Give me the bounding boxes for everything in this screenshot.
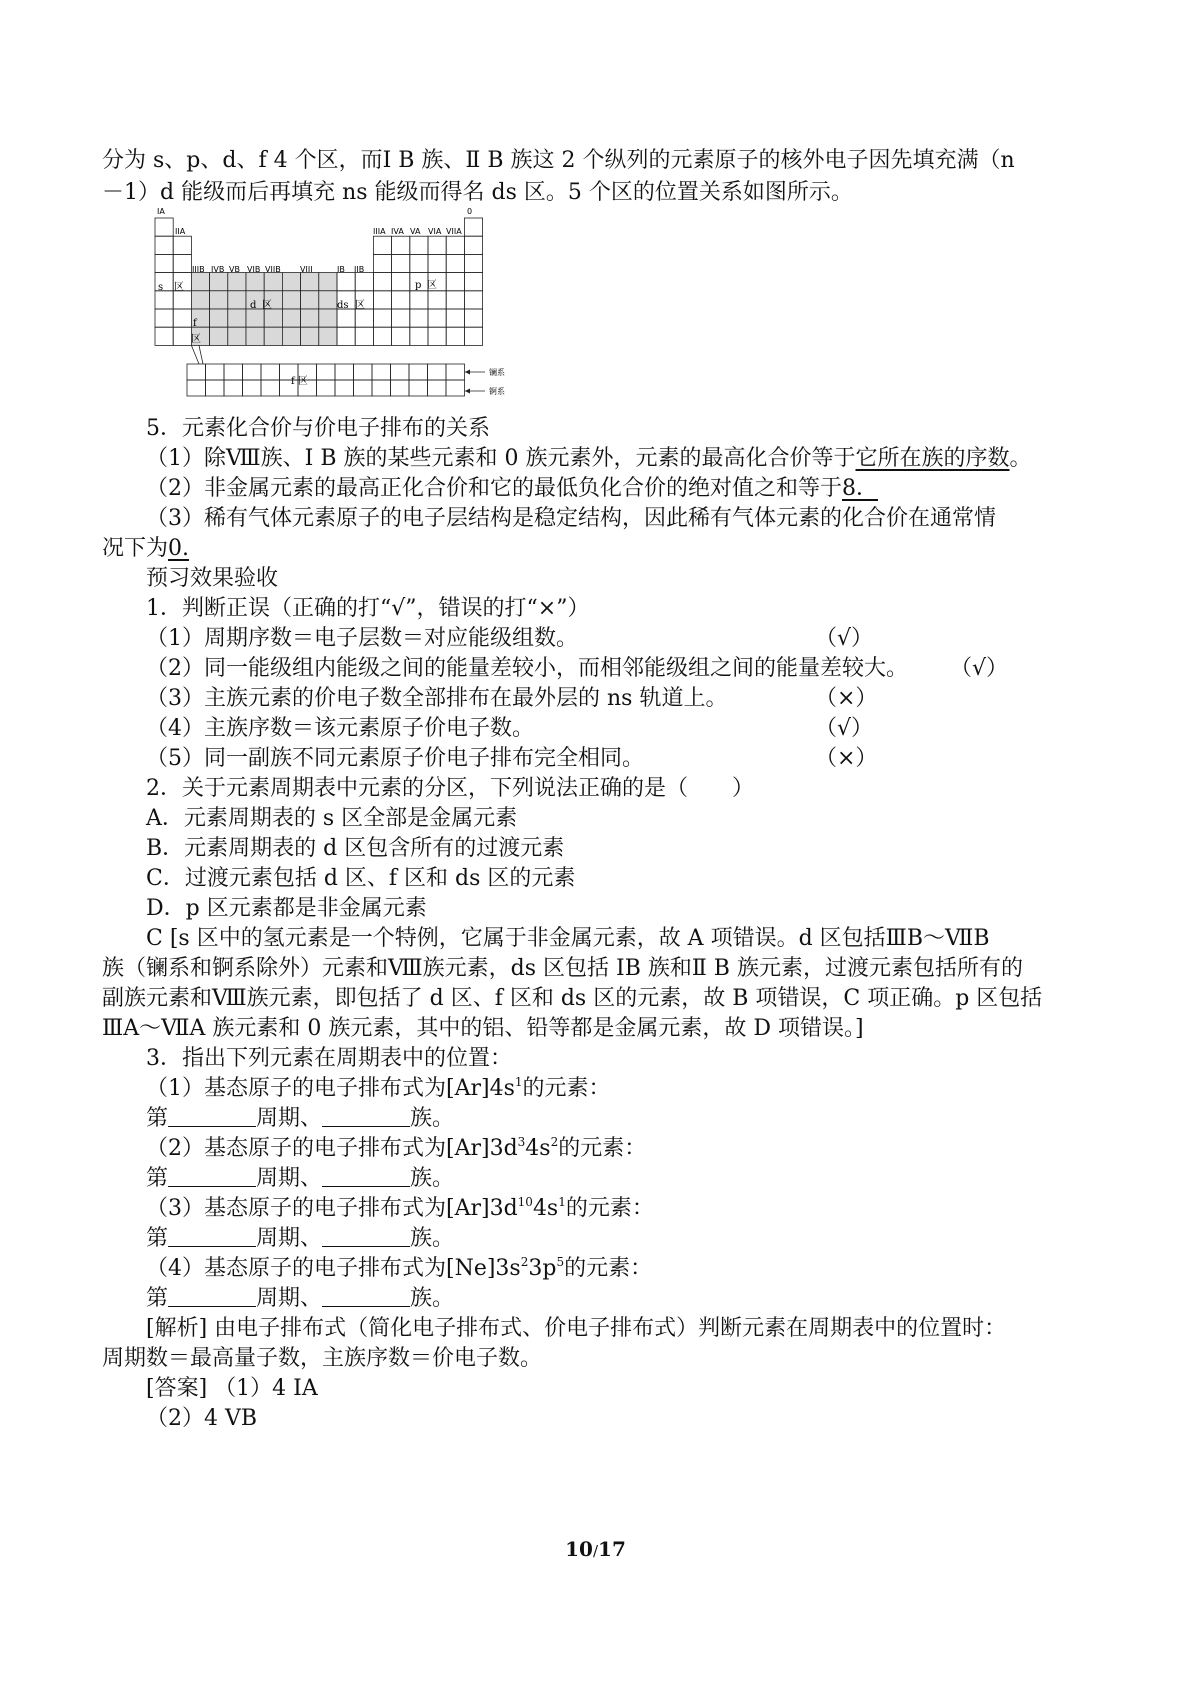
answer-blank-group-4[interactable]	[322, 1286, 410, 1307]
pt-f-cell	[354, 364, 373, 380]
pt-f-cell	[187, 380, 206, 396]
pt-cell	[428, 327, 446, 345]
q3-answer-line-1: [答案] （1）4 ⅠA	[146, 1376, 318, 1401]
pt-cell	[246, 309, 264, 327]
pt-cell	[264, 309, 282, 327]
s5-l3-answer: 0.	[168, 536, 190, 561]
fill-end: 族。	[410, 1286, 455, 1311]
pt-cell	[264, 273, 282, 291]
pt-header-VIA: VIA	[428, 227, 442, 236]
pt-label-p-qu: 区	[427, 280, 437, 291]
pt-cell	[155, 309, 173, 327]
pt-cell	[228, 273, 246, 291]
pt-f-cell	[409, 380, 428, 396]
pt-cell	[173, 236, 191, 254]
pt-cell	[319, 327, 337, 345]
s5-l3-text: 况下为	[102, 536, 169, 561]
pt-f-cell	[206, 380, 225, 396]
pt-cell	[210, 291, 228, 309]
q3-item-2	[146, 1134, 646, 1164]
section5-item-1	[146, 444, 1032, 474]
fill-mid: 周期、	[256, 1226, 323, 1251]
q3-title: 3．指出下列元素在周期表中的位置：	[146, 1046, 512, 1071]
pt-cell	[392, 254, 410, 272]
q2-answer-line-3: 副族元素和Ⅷ族元素，即包括了 d 区、f 区和 ds 区的元素，故 B 项错误，C 项正确。p 区包括	[102, 986, 1043, 1011]
q2-answer-line-4: ⅢA～ⅦA 族元素和 0 族元素，其中的铝、铅等都是金属元素，故 D 项错误。]	[102, 1016, 864, 1041]
answer-blank-period-4[interactable]	[168, 1286, 256, 1307]
pt-cell	[301, 327, 319, 345]
fill-end: 族。	[410, 1226, 455, 1251]
answer-blank-group-1[interactable]	[322, 1106, 410, 1127]
q3-2-post: 的元素：	[558, 1136, 647, 1161]
pt-cell	[446, 309, 464, 327]
pt-cell	[355, 273, 373, 291]
pt-f-cell	[354, 380, 373, 396]
page-separator: /	[592, 1542, 599, 1560]
q3-2-sup2: 2	[550, 1135, 559, 1149]
s5-l2-answer: 8．	[842, 476, 878, 501]
pt-f-cell	[261, 364, 280, 380]
q2-option-a: A．元素周期表的 s 区全部是金属元素	[146, 806, 518, 831]
pt-cell	[373, 236, 391, 254]
preview-heading: 预习效果验收	[146, 566, 279, 591]
pt-cell	[173, 254, 191, 272]
q3-item-3	[146, 1194, 654, 1224]
page-number	[0, 1537, 1191, 1561]
pt-header-IVA: IVA	[391, 227, 404, 236]
pt-label-ds-qu: 区	[355, 300, 365, 311]
pt-header-0: 0	[467, 207, 473, 216]
pt-cell	[210, 327, 228, 345]
pt-f-cell	[428, 364, 447, 380]
pt-f-cell	[243, 364, 262, 380]
pt-header-IA: IA	[157, 207, 165, 216]
q3-fill-3	[146, 1224, 454, 1254]
pt-cell	[319, 291, 337, 309]
q1-mark-1: （√）	[815, 626, 874, 651]
pt-cell	[264, 327, 282, 345]
pt-f-cell	[224, 364, 243, 380]
answer-blank-period-2[interactable]	[168, 1166, 256, 1187]
q2-option-b: B．元素周期表的 d 区包含所有的过渡元素	[146, 836, 565, 861]
pt-header-IIIA: IIIA	[373, 227, 386, 236]
pt-cell	[446, 273, 464, 291]
periodic-table-blocks-diagram	[155, 207, 525, 400]
fill-mid: 周期、	[256, 1106, 323, 1131]
answer-blank-period-3[interactable]	[168, 1226, 256, 1247]
actinides-label: 锕系	[489, 387, 505, 396]
pt-header-VIII: VIII	[300, 265, 313, 274]
fill-end: 族。	[410, 1166, 455, 1191]
pt-cell	[464, 254, 482, 272]
pt-f-cell	[224, 380, 243, 396]
section5-item-2	[146, 474, 878, 504]
fill-prefix: 第	[146, 1286, 169, 1311]
pt-cell	[464, 291, 482, 309]
pt-cell	[410, 309, 428, 327]
pt-cell	[428, 309, 446, 327]
answer-blank-group-2[interactable]	[322, 1166, 410, 1187]
pt-cell	[155, 218, 173, 236]
periodic-table-grid	[155, 218, 483, 396]
pt-f-cell	[428, 380, 447, 396]
pt-cell	[337, 309, 355, 327]
fill-mid: 周期、	[256, 1286, 323, 1311]
pt-cell	[410, 327, 428, 345]
q3-3-post: 的元素：	[565, 1196, 654, 1221]
pt-f-cell	[261, 380, 280, 396]
pt-cell	[464, 218, 482, 236]
pt-label-s: s	[158, 282, 164, 293]
pt-header-IIIB: IIIB	[192, 265, 205, 274]
pt-label-f: f	[193, 318, 197, 329]
pt-header-IIA: IIA	[175, 227, 186, 236]
q3-1-config: （1）基态原子的电子排布式为[Ar]4s	[146, 1076, 515, 1101]
pt-cell	[301, 291, 319, 309]
pt-f-cell	[317, 364, 336, 380]
q3-2-mid: 4s	[525, 1136, 551, 1161]
pt-f-cell	[335, 380, 354, 396]
s5-l1-end: 。	[1009, 446, 1032, 471]
pt-cell	[392, 291, 410, 309]
pt-cell	[373, 291, 391, 309]
pt-cell	[392, 236, 410, 254]
page-total: 17	[598, 1537, 626, 1561]
pt-cell	[410, 236, 428, 254]
pt-label-d: d	[250, 300, 257, 311]
pt-cell	[464, 236, 482, 254]
pt-cell	[246, 327, 264, 345]
pt-cell	[210, 309, 228, 327]
q3-answer-line-2: （2）4 ⅤB	[146, 1406, 258, 1431]
q3-4-post: 的元素：	[564, 1256, 653, 1281]
pt-header-VB: VB	[229, 265, 240, 274]
pt-f-cell	[317, 380, 336, 396]
q1-item-2: （2）同一能级组内能级之间的能量差较小，而相邻能级组之间的能量差较大。	[146, 656, 908, 681]
pt-header-IIB: IIB	[354, 265, 365, 274]
pt-cell	[191, 273, 209, 291]
pt-cell	[464, 327, 482, 345]
q1-mark-2: （√）	[950, 656, 1009, 681]
s5-l2-text: （2）非金属元素的最高正化合价和它的最低负化合价的绝对值之和等于	[146, 476, 842, 501]
lanthanide-arrowhead	[465, 370, 470, 375]
q1-mark-4: （√）	[815, 716, 874, 741]
q1-title: 1．判断正误（正确的打“√”，错误的打“×”）	[146, 596, 590, 621]
answer-blank-period-1[interactable]	[168, 1106, 256, 1127]
q3-2-config: （2）基态原子的电子排布式为[Ar]3d	[146, 1136, 518, 1161]
section5-item-3-cont	[102, 534, 189, 564]
pt-cell	[446, 254, 464, 272]
pt-cell	[210, 273, 228, 291]
pt-cell	[337, 327, 355, 345]
q3-item-4	[146, 1254, 652, 1284]
pt-f-cell	[409, 364, 428, 380]
pt-cell	[319, 309, 337, 327]
pt-cell	[428, 236, 446, 254]
pt-cell	[355, 309, 373, 327]
pt-cell	[228, 327, 246, 345]
pt-cell	[319, 273, 337, 291]
q3-fill-1	[146, 1104, 454, 1134]
pt-cell	[446, 291, 464, 309]
pt-cell	[373, 273, 391, 291]
pt-cell	[246, 273, 264, 291]
pt-cell	[373, 254, 391, 272]
pt-cell	[282, 291, 300, 309]
pt-cell	[464, 309, 482, 327]
pt-f-cell	[391, 380, 410, 396]
pt-cell	[392, 309, 410, 327]
q3-fill-2	[146, 1164, 454, 1194]
q3-4-config: （4）基态原子的电子排布式为[Ne]3s	[146, 1256, 521, 1281]
q3-3-sup2: 1	[558, 1195, 566, 1209]
pt-f-cell	[243, 380, 262, 396]
pt-cell	[446, 327, 464, 345]
q2-option-c: C．过渡元素包括 d 区、f 区和 ds 区的元素	[146, 866, 576, 891]
pt-cell	[428, 254, 446, 272]
q1-item-1: （1）周期序数＝电子层数＝对应能级组数。	[146, 626, 578, 651]
pt-f-cell	[372, 380, 391, 396]
q3-4-sup2: 5	[556, 1255, 565, 1269]
pt-cell	[155, 236, 173, 254]
pt-cell	[410, 291, 428, 309]
section5-item-3: （3）稀有气体元素原子的电子层结构是稳定结构，因此稀有气体元素的化合价在通常情	[146, 506, 996, 531]
q3-3-config: （3）基态原子的电子排布式为[Ar]3d	[146, 1196, 518, 1221]
q1-mark-3: （×）	[815, 686, 878, 711]
pt-cell	[173, 327, 191, 345]
pt-cell	[228, 291, 246, 309]
q2-answer-line-1: C [s 区中的氢元素是一个特例，它属于非金属元素，故 A 项错误。d 区包括ⅢB～ⅦB	[146, 926, 990, 951]
q3-analysis-line-1: [解析] 由电子排布式（简化电子排布式、价电子排布式）判断元素在周期表中的位置时：	[146, 1316, 1007, 1341]
pt-cell	[464, 273, 482, 291]
fill-prefix: 第	[146, 1226, 169, 1251]
pt-header-VA: VA	[410, 227, 421, 236]
answer-blank-group-3[interactable]	[322, 1226, 410, 1247]
pt-header-VIIB: VIIB	[265, 265, 281, 274]
page-current: 10	[565, 1537, 593, 1561]
pt-header-VIIA: VIIA	[446, 227, 462, 236]
pt-header-IVB: IVB	[211, 265, 225, 274]
fill-mid: 周期、	[256, 1166, 323, 1191]
q3-2-sup1: 3	[517, 1135, 526, 1149]
q3-3-mid: 4s	[532, 1196, 559, 1221]
pt-cell	[228, 309, 246, 327]
q1-item-3: （3）主族元素的价电子数全部排布在最外层的 ns 轨道上。	[146, 686, 728, 711]
s5-l1-text: （1）除Ⅷ族、Ⅰ B 族的某些元素和 0 族元素外，元素的最高化合价等于	[146, 446, 856, 471]
q3-3-sup1: 10	[517, 1195, 533, 1209]
q1-mark-5: （×）	[815, 746, 878, 771]
pt-cell	[282, 273, 300, 291]
pt-f-cell	[391, 364, 410, 380]
actinide-arrowhead	[465, 389, 470, 394]
fill-prefix: 第	[146, 1166, 169, 1191]
pt-cell	[301, 273, 319, 291]
pt-label-f-qu: 区	[191, 334, 201, 345]
pt-f-cell	[446, 380, 465, 396]
pt-cell	[282, 327, 300, 345]
pt-cell	[173, 291, 191, 309]
q2-answer-line-2: 族（镧系和锕系除外）元素和Ⅷ族元素，ds 区包括 IB 族和Ⅱ B 族元素，过渡元素包括所有的	[102, 956, 1023, 981]
pt-cell	[392, 327, 410, 345]
pt-label-s-qu: 区	[174, 282, 184, 293]
pt-cell	[337, 273, 355, 291]
pt-cell	[191, 291, 209, 309]
pt-f-cell	[187, 364, 206, 380]
pt-label-d-qu: 区	[262, 300, 272, 311]
pt-cell	[155, 291, 173, 309]
pt-f-cell	[372, 364, 391, 380]
pt-cell	[428, 291, 446, 309]
pt-cell	[373, 327, 391, 345]
intro-line-2: －1）d 能级而后再填充 ns 能级而得名 ds 区。5 个区的位置关系如图所示。	[102, 180, 853, 205]
fill-prefix: 第	[146, 1106, 169, 1131]
pt-label-f-row: f 区	[291, 376, 308, 387]
pt-f-cell	[206, 364, 225, 380]
pt-f-cell	[446, 364, 465, 380]
intro-line-1: 分为 s、p、d、f 4 个区，而Ⅰ B 族、Ⅱ B 族这 2 个纵列的元素原子的核外电子因先填充满（n	[102, 148, 1015, 173]
q3-4-mid: 3p	[528, 1256, 557, 1281]
pt-cell	[155, 254, 173, 272]
s5-l1-answer: 它所在族的序数	[855, 446, 1010, 471]
q2-title: 2．关于元素周期表中元素的分区，下列说法正确的是（ ）	[146, 776, 754, 801]
q2-option-d: D．p 区元素都是非金属元素	[146, 896, 427, 921]
pt-cell	[155, 327, 173, 345]
fill-end: 族。	[410, 1106, 455, 1131]
pt-cell	[282, 309, 300, 327]
pt-header-VIB: VIB	[247, 265, 261, 274]
q3-analysis-line-2: 周期数＝最高量子数，主族序数＝价电子数。	[102, 1346, 543, 1371]
pt-cell	[173, 309, 191, 327]
pt-cell	[410, 254, 428, 272]
q3-item-1	[146, 1074, 611, 1104]
pt-label-ds: ds	[337, 300, 349, 311]
pt-header-IB: IB	[337, 265, 345, 274]
pt-cell	[373, 309, 391, 327]
q3-1-post: 的元素：	[522, 1076, 611, 1101]
q3-fill-4	[146, 1284, 454, 1314]
pt-f-cell	[335, 364, 354, 380]
pt-cell	[446, 236, 464, 254]
q1-item-4: （4）主族序数＝该元素原子价电子数。	[146, 716, 534, 741]
q3-1-sup: 1	[514, 1075, 523, 1089]
pt-cell	[301, 309, 319, 327]
pt-cell	[355, 327, 373, 345]
pt-label-p: p	[415, 280, 422, 291]
q1-item-5: （5）同一副族不同元素原子价电子排布完全相同。	[146, 746, 644, 771]
pt-cell	[392, 273, 410, 291]
lanthanides-label: 镧系	[489, 368, 505, 377]
q3-4-sup1: 2	[520, 1255, 529, 1269]
section5-title: 5．元素化合价与价电子排布的关系	[146, 416, 490, 441]
pt-f-connector	[191, 345, 203, 364]
